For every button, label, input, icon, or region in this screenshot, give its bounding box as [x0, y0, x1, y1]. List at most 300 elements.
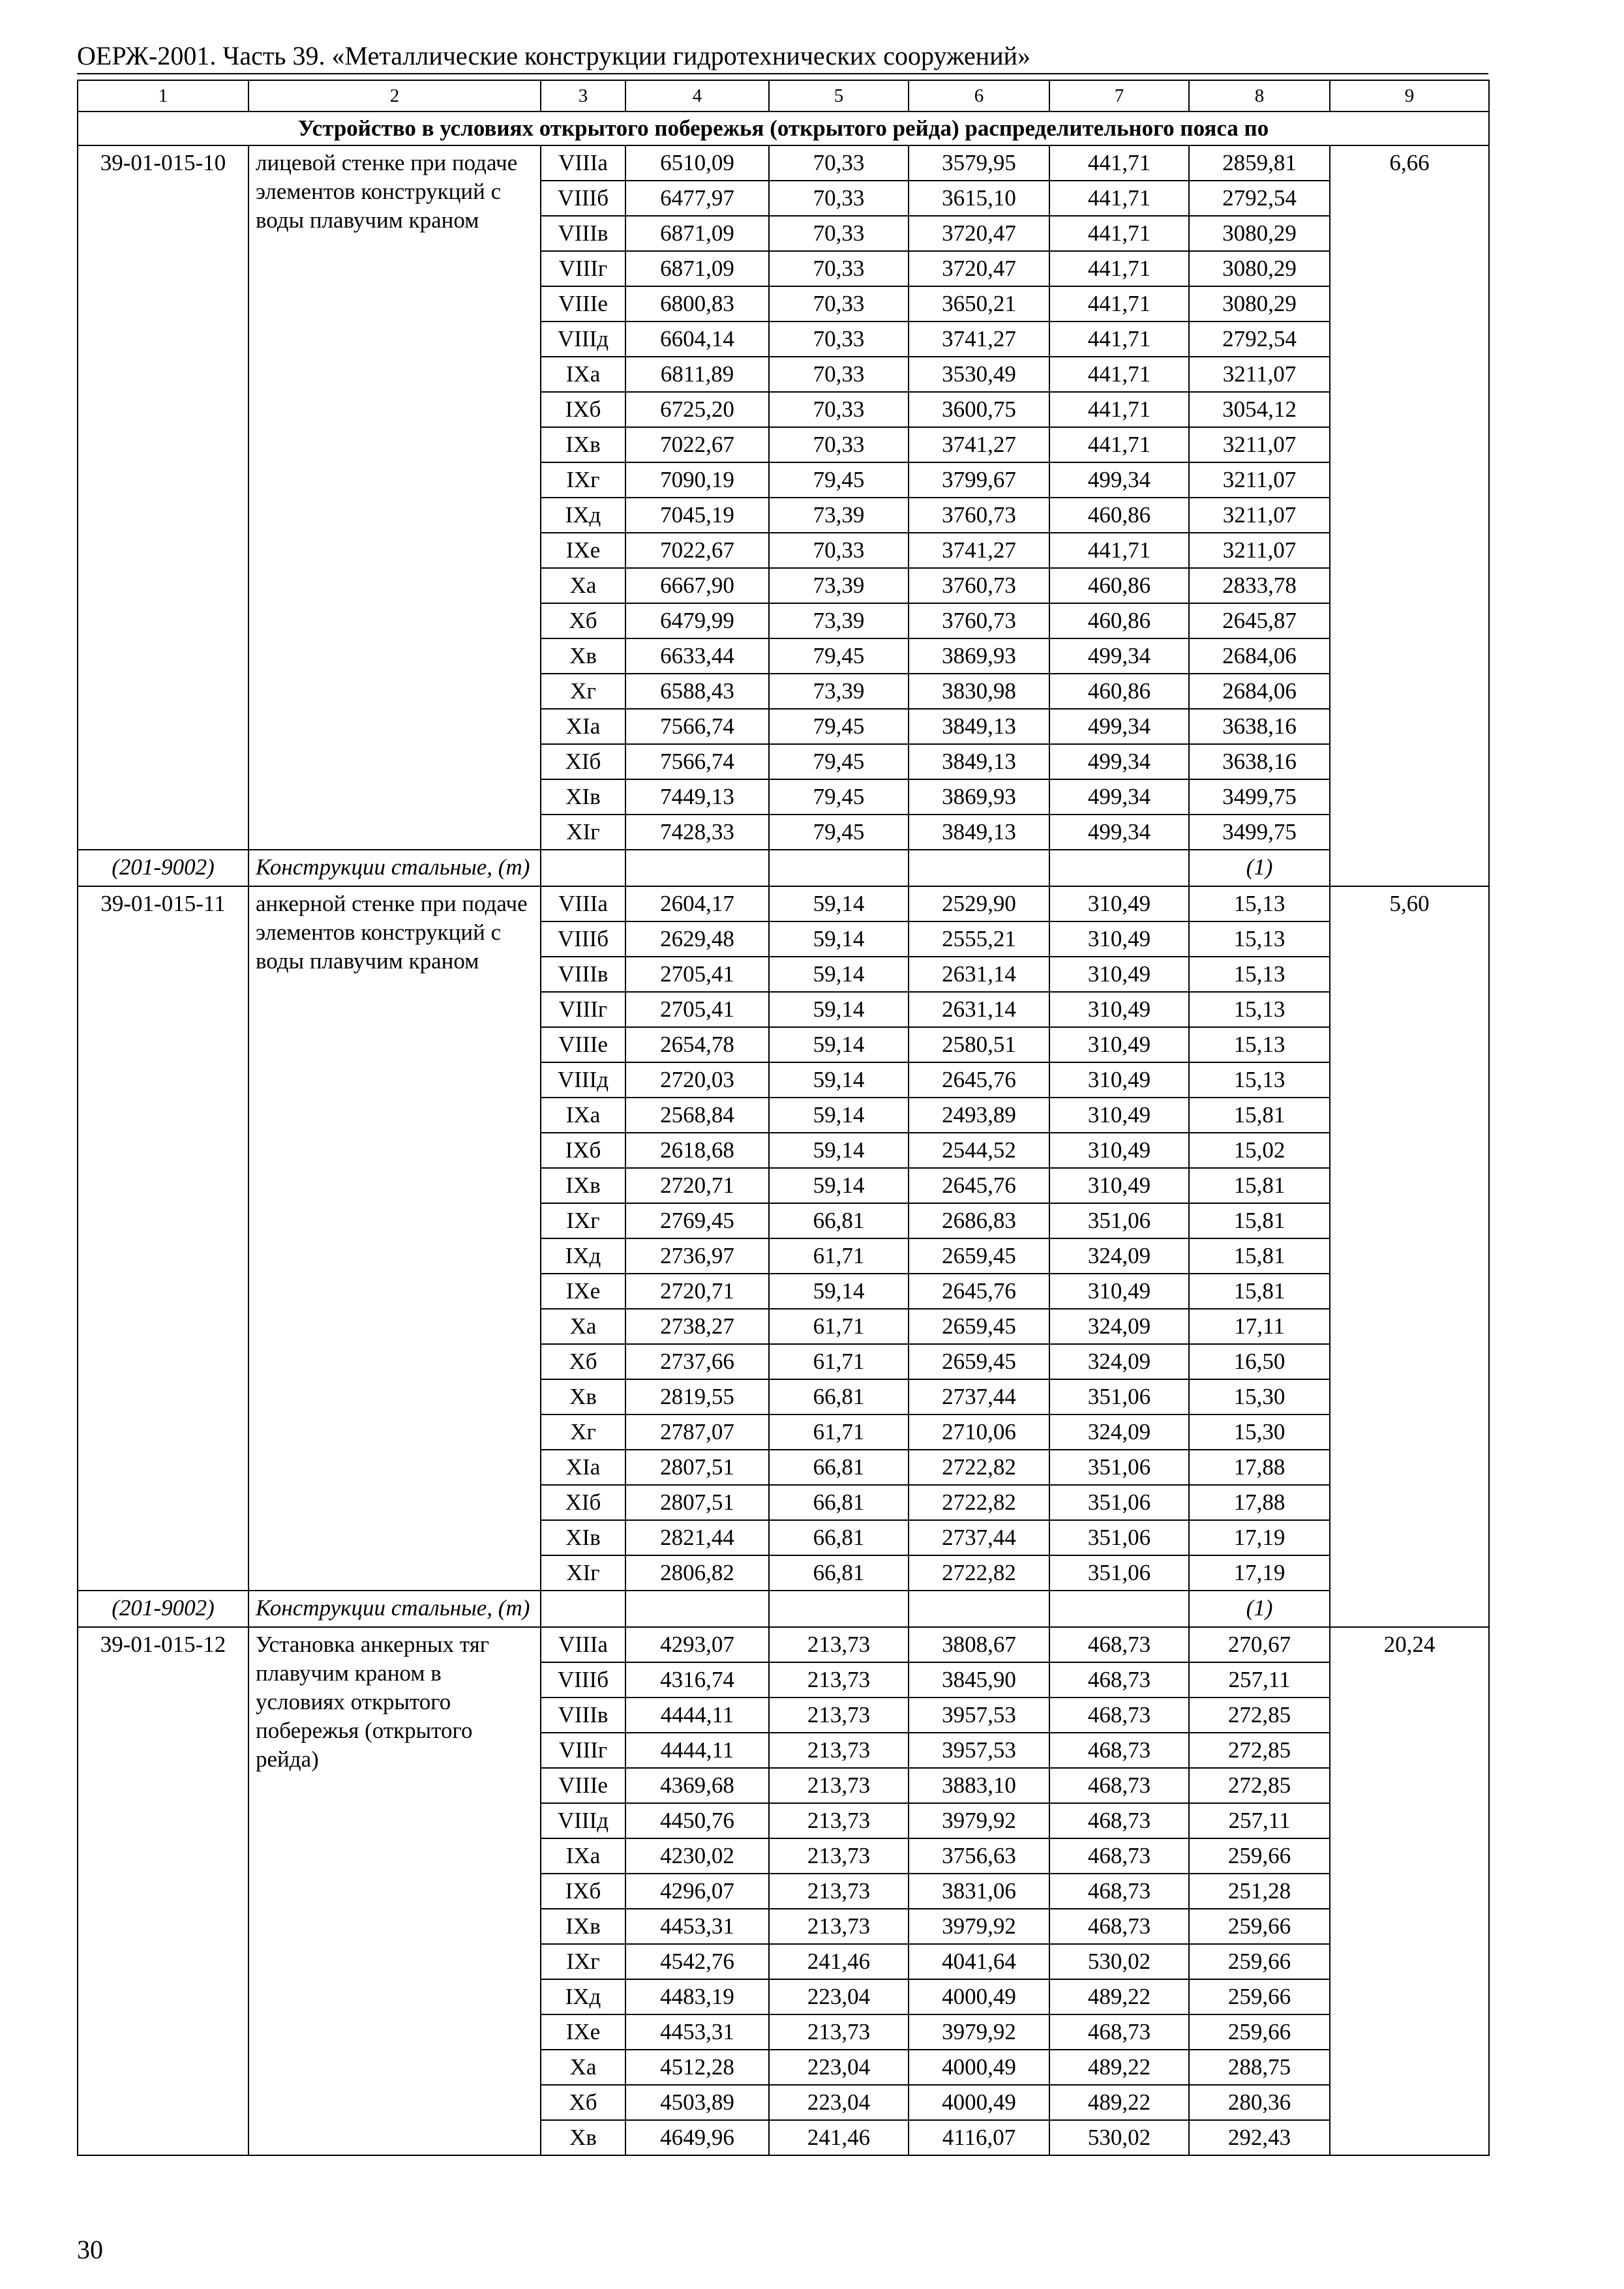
value-cell: 7022,67	[625, 533, 769, 568]
value-cell: 6725,20	[625, 392, 769, 427]
value-cell: 468,73	[1049, 1838, 1189, 1874]
value-cell: 6811,89	[625, 357, 769, 392]
value-cell: 73,39	[769, 498, 909, 533]
value-cell: 59,14	[769, 1274, 909, 1309]
value-cell: 2568,84	[625, 1098, 769, 1133]
value-cell: 15,81	[1189, 1098, 1330, 1133]
value-cell: 2555,21	[909, 921, 1049, 957]
value-cell: 4453,31	[625, 1909, 769, 1944]
value-cell: 3211,07	[1189, 462, 1330, 498]
value-cell: 2659,45	[909, 1309, 1049, 1344]
value-cell: 3741,27	[909, 322, 1049, 357]
value-cell: 2629,48	[625, 921, 769, 957]
value-cell: 499,34	[1049, 638, 1189, 674]
zone-cell: VIIIд	[541, 1803, 625, 1838]
empty-cell	[541, 1591, 625, 1627]
empty-cell	[625, 1591, 769, 1627]
zone-cell: VIIIб	[541, 1662, 625, 1698]
empty-cell	[1049, 1591, 1189, 1627]
value-cell: 4369,68	[625, 1768, 769, 1803]
value-cell: 66,81	[769, 1485, 909, 1520]
value-cell: 2580,51	[909, 1027, 1049, 1062]
value-cell: 310,49	[1049, 957, 1189, 992]
zone-cell: Xв	[541, 2120, 625, 2155]
value-cell: 6588,43	[625, 674, 769, 709]
value-cell: 17,88	[1189, 1485, 1330, 1520]
value-cell: 530,02	[1049, 2120, 1189, 2155]
zone-cell: VIIIг	[541, 251, 625, 286]
resource-code: 39-01-015-11	[78, 886, 248, 1591]
empty-cell	[769, 850, 909, 886]
value-cell: 3760,73	[909, 603, 1049, 638]
zone-cell: XIг	[541, 815, 625, 850]
value-cell: 59,14	[769, 1168, 909, 1203]
value-cell: 441,71	[1049, 286, 1189, 322]
coefficient-cell: 6,66	[1330, 145, 1489, 886]
value-cell: 61,71	[769, 1414, 909, 1450]
value-cell: 66,81	[769, 1203, 909, 1238]
value-cell: 2806,82	[625, 1555, 769, 1591]
value-cell: 2737,44	[909, 1520, 1049, 1555]
value-cell: 499,34	[1049, 815, 1189, 850]
value-cell: 272,85	[1189, 1768, 1330, 1803]
column-number: 4	[625, 80, 769, 112]
value-cell: 2807,51	[625, 1485, 769, 1520]
value-cell: 2544,52	[909, 1133, 1049, 1168]
zone-cell: VIIIа	[541, 1627, 625, 1662]
zone-cell: VIIIв	[541, 216, 625, 251]
value-cell: 73,39	[769, 568, 909, 603]
value-cell: 79,45	[769, 709, 909, 744]
table-row	[78, 886, 1489, 921]
value-cell: 2710,06	[909, 1414, 1049, 1450]
value-cell: 324,09	[1049, 1414, 1189, 1450]
zone-cell: Xв	[541, 1379, 625, 1414]
value-cell: 3080,29	[1189, 216, 1330, 251]
value-cell: 15,81	[1189, 1274, 1330, 1309]
zone-cell: IXе	[541, 1274, 625, 1309]
value-cell: 2645,76	[909, 1062, 1049, 1098]
value-cell: 3638,16	[1189, 744, 1330, 779]
value-cell: 79,45	[769, 779, 909, 815]
value-cell: 70,33	[769, 357, 909, 392]
coefficient-cell: 20,24	[1330, 1627, 1489, 2155]
value-cell: 79,45	[769, 744, 909, 779]
value-cell: 4000,49	[909, 2085, 1049, 2120]
column-number: 2	[248, 80, 541, 112]
value-cell: 2686,83	[909, 1203, 1049, 1238]
value-cell: 6510,09	[625, 145, 769, 181]
value-cell: 2684,06	[1189, 674, 1330, 709]
zone-cell: VIIIа	[541, 145, 625, 181]
value-cell: 3638,16	[1189, 709, 1330, 744]
value-cell: 70,33	[769, 427, 909, 462]
value-cell: 468,73	[1049, 1733, 1189, 1768]
value-cell: 3849,13	[909, 815, 1049, 850]
value-cell: 4542,76	[625, 1944, 769, 1979]
material-quantity: (1)	[1189, 1591, 1330, 1627]
value-cell: 2833,78	[1189, 568, 1330, 603]
value-cell: 351,06	[1049, 1203, 1189, 1238]
value-cell: 59,14	[769, 1133, 909, 1168]
zone-cell: VIIIе	[541, 286, 625, 322]
empty-cell	[909, 1591, 1049, 1627]
zone-cell: IXе	[541, 2014, 625, 2050]
value-cell: 4000,49	[909, 2050, 1049, 2085]
value-cell: 310,49	[1049, 1027, 1189, 1062]
value-cell: 4316,74	[625, 1662, 769, 1698]
value-cell: 6479,99	[625, 603, 769, 638]
value-cell: 259,66	[1189, 1944, 1330, 1979]
value-cell: 59,14	[769, 886, 909, 921]
value-cell: 3760,73	[909, 568, 1049, 603]
zone-cell: XIв	[541, 1520, 625, 1555]
zone-cell: IXб	[541, 1874, 625, 1909]
value-cell: 310,49	[1049, 992, 1189, 1027]
zone-cell: Xа	[541, 568, 625, 603]
material-name: Конструкции стальные, (т)	[248, 850, 541, 886]
value-cell: 2631,14	[909, 957, 1049, 992]
value-cell: 3760,73	[909, 498, 1049, 533]
column-number: 5	[769, 80, 909, 112]
value-cell: 272,85	[1189, 1698, 1330, 1733]
value-cell: 272,85	[1189, 1733, 1330, 1768]
value-cell: 3054,12	[1189, 392, 1330, 427]
value-cell: 3720,47	[909, 216, 1049, 251]
value-cell: 251,28	[1189, 1874, 1330, 1909]
material-code: (201-9002)	[78, 850, 248, 886]
value-cell: 2819,55	[625, 1379, 769, 1414]
value-cell: 2720,71	[625, 1274, 769, 1309]
value-cell: 259,66	[1189, 2014, 1330, 2050]
value-cell: 70,33	[769, 251, 909, 286]
value-cell: 70,33	[769, 533, 909, 568]
value-cell: 2792,54	[1189, 181, 1330, 216]
value-cell: 310,49	[1049, 1133, 1189, 1168]
zone-cell: VIIIг	[541, 992, 625, 1027]
value-cell: 324,09	[1049, 1309, 1189, 1344]
value-cell: 3979,92	[909, 1803, 1049, 1838]
column-number: 6	[909, 80, 1049, 112]
value-cell: 310,49	[1049, 921, 1189, 957]
value-cell: 66,81	[769, 1379, 909, 1414]
zone-cell: IXг	[541, 462, 625, 498]
value-cell: 59,14	[769, 1027, 909, 1062]
resource-code: 39-01-015-12	[78, 1627, 248, 2155]
value-cell: 351,06	[1049, 1485, 1189, 1520]
value-cell: 7090,19	[625, 462, 769, 498]
empty-cell	[909, 850, 1049, 886]
value-cell: 2821,44	[625, 1520, 769, 1555]
zone-cell: XIа	[541, 1450, 625, 1485]
value-cell: 468,73	[1049, 1662, 1189, 1698]
value-cell: 468,73	[1049, 2014, 1189, 2050]
zone-cell: IXг	[541, 1944, 625, 1979]
value-cell: 61,71	[769, 1238, 909, 1274]
zone-cell: Xг	[541, 1414, 625, 1450]
value-cell: 73,39	[769, 674, 909, 709]
value-cell: 17,88	[1189, 1450, 1330, 1485]
header-rule	[77, 73, 1488, 74]
value-cell: 6871,09	[625, 251, 769, 286]
zone-cell: XIб	[541, 744, 625, 779]
value-cell: 4512,28	[625, 2050, 769, 2085]
zone-cell: VIIIб	[541, 921, 625, 957]
value-cell: 3957,53	[909, 1698, 1049, 1733]
zone-cell: IXг	[541, 1203, 625, 1238]
value-cell: 6667,90	[625, 568, 769, 603]
page-number: 30	[77, 2235, 103, 2264]
zone-cell: Xг	[541, 674, 625, 709]
value-cell: 59,14	[769, 921, 909, 957]
zone-cell: IXб	[541, 1133, 625, 1168]
value-cell: 3499,75	[1189, 815, 1330, 850]
zone-cell: IXа	[541, 1098, 625, 1133]
value-cell: 4483,19	[625, 1979, 769, 2014]
value-cell: 2807,51	[625, 1450, 769, 1485]
value-cell: 6604,14	[625, 322, 769, 357]
zone-cell: IXе	[541, 533, 625, 568]
value-cell: 2618,68	[625, 1133, 769, 1168]
value-cell: 460,86	[1049, 674, 1189, 709]
value-cell: 310,49	[1049, 1062, 1189, 1098]
value-cell: 66,81	[769, 1450, 909, 1485]
value-cell: 310,49	[1049, 1274, 1189, 1309]
empty-cell	[541, 850, 625, 886]
value-cell: 499,34	[1049, 779, 1189, 815]
value-cell: 17,19	[1189, 1520, 1330, 1555]
value-cell: 15,13	[1189, 1062, 1330, 1098]
value-cell: 460,86	[1049, 568, 1189, 603]
value-cell: 4453,31	[625, 2014, 769, 2050]
value-cell: 4296,07	[625, 1874, 769, 1909]
value-cell: 3211,07	[1189, 498, 1330, 533]
material-name: Конструкции стальные, (т)	[248, 1591, 541, 1627]
value-cell: 59,14	[769, 957, 909, 992]
value-cell: 310,49	[1049, 1168, 1189, 1203]
zone-cell: Xа	[541, 2050, 625, 2085]
value-cell: 79,45	[769, 462, 909, 498]
value-cell: 3080,29	[1189, 251, 1330, 286]
value-cell: 2645,87	[1189, 603, 1330, 638]
zone-cell: XIб	[541, 1485, 625, 1520]
work-name: анкерной стенке при подаче элементов конструкций с воды плавучим краном	[248, 886, 541, 1591]
value-cell: 489,22	[1049, 2085, 1189, 2120]
zone-cell: XIг	[541, 1555, 625, 1591]
zone-cell: Xб	[541, 1344, 625, 1379]
zone-cell: IXа	[541, 1838, 625, 1874]
value-cell: 2493,89	[909, 1098, 1049, 1133]
value-cell: 3756,63	[909, 1838, 1049, 1874]
zone-cell: XIа	[541, 709, 625, 744]
value-cell: 2792,54	[1189, 322, 1330, 357]
value-cell: 70,33	[769, 216, 909, 251]
value-cell: 3720,47	[909, 251, 1049, 286]
value-cell: 441,71	[1049, 145, 1189, 181]
value-cell: 7449,13	[625, 779, 769, 815]
zone-cell: VIIIб	[541, 181, 625, 216]
value-cell: 2769,45	[625, 1203, 769, 1238]
value-cell: 2859,81	[1189, 145, 1330, 181]
value-cell: 3080,29	[1189, 286, 1330, 322]
value-cell: 2787,07	[625, 1414, 769, 1450]
value-cell: 351,06	[1049, 1450, 1189, 1485]
value-cell: 468,73	[1049, 1803, 1189, 1838]
value-cell: 213,73	[769, 1662, 909, 1698]
value-cell: 3799,67	[909, 462, 1049, 498]
value-cell: 499,34	[1049, 744, 1189, 779]
value-cell: 2645,76	[909, 1168, 1049, 1203]
value-cell: 2737,44	[909, 1379, 1049, 1414]
coefficient-cell: 5,60	[1330, 886, 1489, 1627]
value-cell: 4041,64	[909, 1944, 1049, 1979]
value-cell: 441,71	[1049, 322, 1189, 357]
column-number: 7	[1049, 80, 1189, 112]
value-cell: 324,09	[1049, 1238, 1189, 1274]
value-cell: 468,73	[1049, 1874, 1189, 1909]
value-cell: 223,04	[769, 1979, 909, 2014]
zone-cell: VIIIд	[541, 322, 625, 357]
value-cell: 6477,97	[625, 181, 769, 216]
column-number: 9	[1330, 80, 1489, 112]
value-cell: 213,73	[769, 1627, 909, 1662]
value-cell: 441,71	[1049, 357, 1189, 392]
zone-cell: Xв	[541, 638, 625, 674]
column-number: 1	[78, 80, 248, 112]
section-title-row	[78, 112, 1489, 145]
value-cell: 3831,06	[909, 1874, 1049, 1909]
value-cell: 15,30	[1189, 1414, 1330, 1450]
value-cell: 3979,92	[909, 2014, 1049, 2050]
value-cell: 59,14	[769, 1062, 909, 1098]
value-cell: 4230,02	[625, 1838, 769, 1874]
price-table	[77, 80, 1490, 2156]
value-cell: 3741,27	[909, 427, 1049, 462]
work-name: Установка анкерных тяг плавучим краном в условиях открытого побережья (открытого рейда)	[248, 1627, 541, 2155]
value-cell: 70,33	[769, 286, 909, 322]
value-cell: 4444,11	[625, 1698, 769, 1733]
value-cell: 460,86	[1049, 498, 1189, 533]
value-cell: 15,30	[1189, 1379, 1330, 1414]
value-cell: 530,02	[1049, 1944, 1189, 1979]
value-cell: 17,11	[1189, 1309, 1330, 1344]
value-cell: 3499,75	[1189, 779, 1330, 815]
value-cell: 310,49	[1049, 886, 1189, 921]
value-cell: 3869,93	[909, 638, 1049, 674]
material-row	[78, 1591, 1489, 1627]
zone-cell: Xа	[541, 1309, 625, 1344]
value-cell: 441,71	[1049, 533, 1189, 568]
value-cell: 79,45	[769, 638, 909, 674]
value-cell: 3211,07	[1189, 427, 1330, 462]
value-cell: 223,04	[769, 2085, 909, 2120]
value-cell: 259,66	[1189, 1909, 1330, 1944]
value-cell: 499,34	[1049, 462, 1189, 498]
value-cell: 257,11	[1189, 1662, 1330, 1698]
zone-cell: IXа	[541, 357, 625, 392]
material-row	[78, 850, 1489, 886]
value-cell: 4649,96	[625, 2120, 769, 2155]
zone-cell: XIв	[541, 779, 625, 815]
value-cell: 3211,07	[1189, 533, 1330, 568]
value-cell: 7566,74	[625, 709, 769, 744]
value-cell: 2705,41	[625, 992, 769, 1027]
value-cell: 4000,49	[909, 1979, 1049, 2014]
value-cell: 59,14	[769, 992, 909, 1027]
value-cell: 15,13	[1189, 886, 1330, 921]
value-cell: 441,71	[1049, 181, 1189, 216]
value-cell: 259,66	[1189, 1979, 1330, 2014]
column-number-row	[78, 80, 1489, 112]
value-cell: 2645,76	[909, 1274, 1049, 1309]
value-cell: 468,73	[1049, 1627, 1189, 1662]
value-cell: 2720,71	[625, 1168, 769, 1203]
value-cell: 351,06	[1049, 1379, 1189, 1414]
value-cell: 3957,53	[909, 1733, 1049, 1768]
zone-cell: VIIIв	[541, 957, 625, 992]
zone-cell: IXв	[541, 1909, 625, 1944]
value-cell: 2722,82	[909, 1450, 1049, 1485]
value-cell: 2737,66	[625, 1344, 769, 1379]
value-cell: 241,46	[769, 2120, 909, 2155]
value-cell: 3845,90	[909, 1662, 1049, 1698]
zone-cell: VIIIг	[541, 1733, 625, 1768]
value-cell: 324,09	[1049, 1344, 1189, 1379]
value-cell: 79,45	[769, 815, 909, 850]
value-cell: 70,33	[769, 145, 909, 181]
value-cell: 213,73	[769, 2014, 909, 2050]
value-cell: 460,86	[1049, 603, 1189, 638]
value-cell: 6633,44	[625, 638, 769, 674]
value-cell: 3849,13	[909, 744, 1049, 779]
value-cell: 2722,82	[909, 1485, 1049, 1520]
value-cell: 3579,95	[909, 145, 1049, 181]
value-cell: 351,06	[1049, 1520, 1189, 1555]
value-cell: 3600,75	[909, 392, 1049, 427]
zone-cell: Xб	[541, 2085, 625, 2120]
value-cell: 61,71	[769, 1344, 909, 1379]
value-cell: 3883,10	[909, 1768, 1049, 1803]
value-cell: 7566,74	[625, 744, 769, 779]
value-cell: 3869,93	[909, 779, 1049, 815]
value-cell: 17,19	[1189, 1555, 1330, 1591]
value-cell: 310,49	[1049, 1098, 1189, 1133]
value-cell: 3211,07	[1189, 357, 1330, 392]
value-cell: 351,06	[1049, 1555, 1189, 1591]
empty-cell	[1049, 850, 1189, 886]
value-cell: 499,34	[1049, 709, 1189, 744]
value-cell: 259,66	[1189, 1838, 1330, 1874]
value-cell: 70,33	[769, 392, 909, 427]
value-cell: 15,81	[1189, 1238, 1330, 1274]
value-cell: 213,73	[769, 1838, 909, 1874]
value-cell: 257,11	[1189, 1803, 1330, 1838]
value-cell: 2604,17	[625, 886, 769, 921]
value-cell: 2631,14	[909, 992, 1049, 1027]
value-cell: 6871,09	[625, 216, 769, 251]
value-cell: 16,50	[1189, 1344, 1330, 1379]
zone-cell: IXв	[541, 1168, 625, 1203]
value-cell: 213,73	[769, 1909, 909, 1944]
value-cell: 468,73	[1049, 1698, 1189, 1733]
value-cell: 2736,97	[625, 1238, 769, 1274]
zone-cell: IXб	[541, 392, 625, 427]
value-cell: 441,71	[1049, 392, 1189, 427]
value-cell: 66,81	[769, 1520, 909, 1555]
value-cell: 4450,76	[625, 1803, 769, 1838]
zone-cell: VIIIв	[541, 1698, 625, 1733]
value-cell: 441,71	[1049, 251, 1189, 286]
